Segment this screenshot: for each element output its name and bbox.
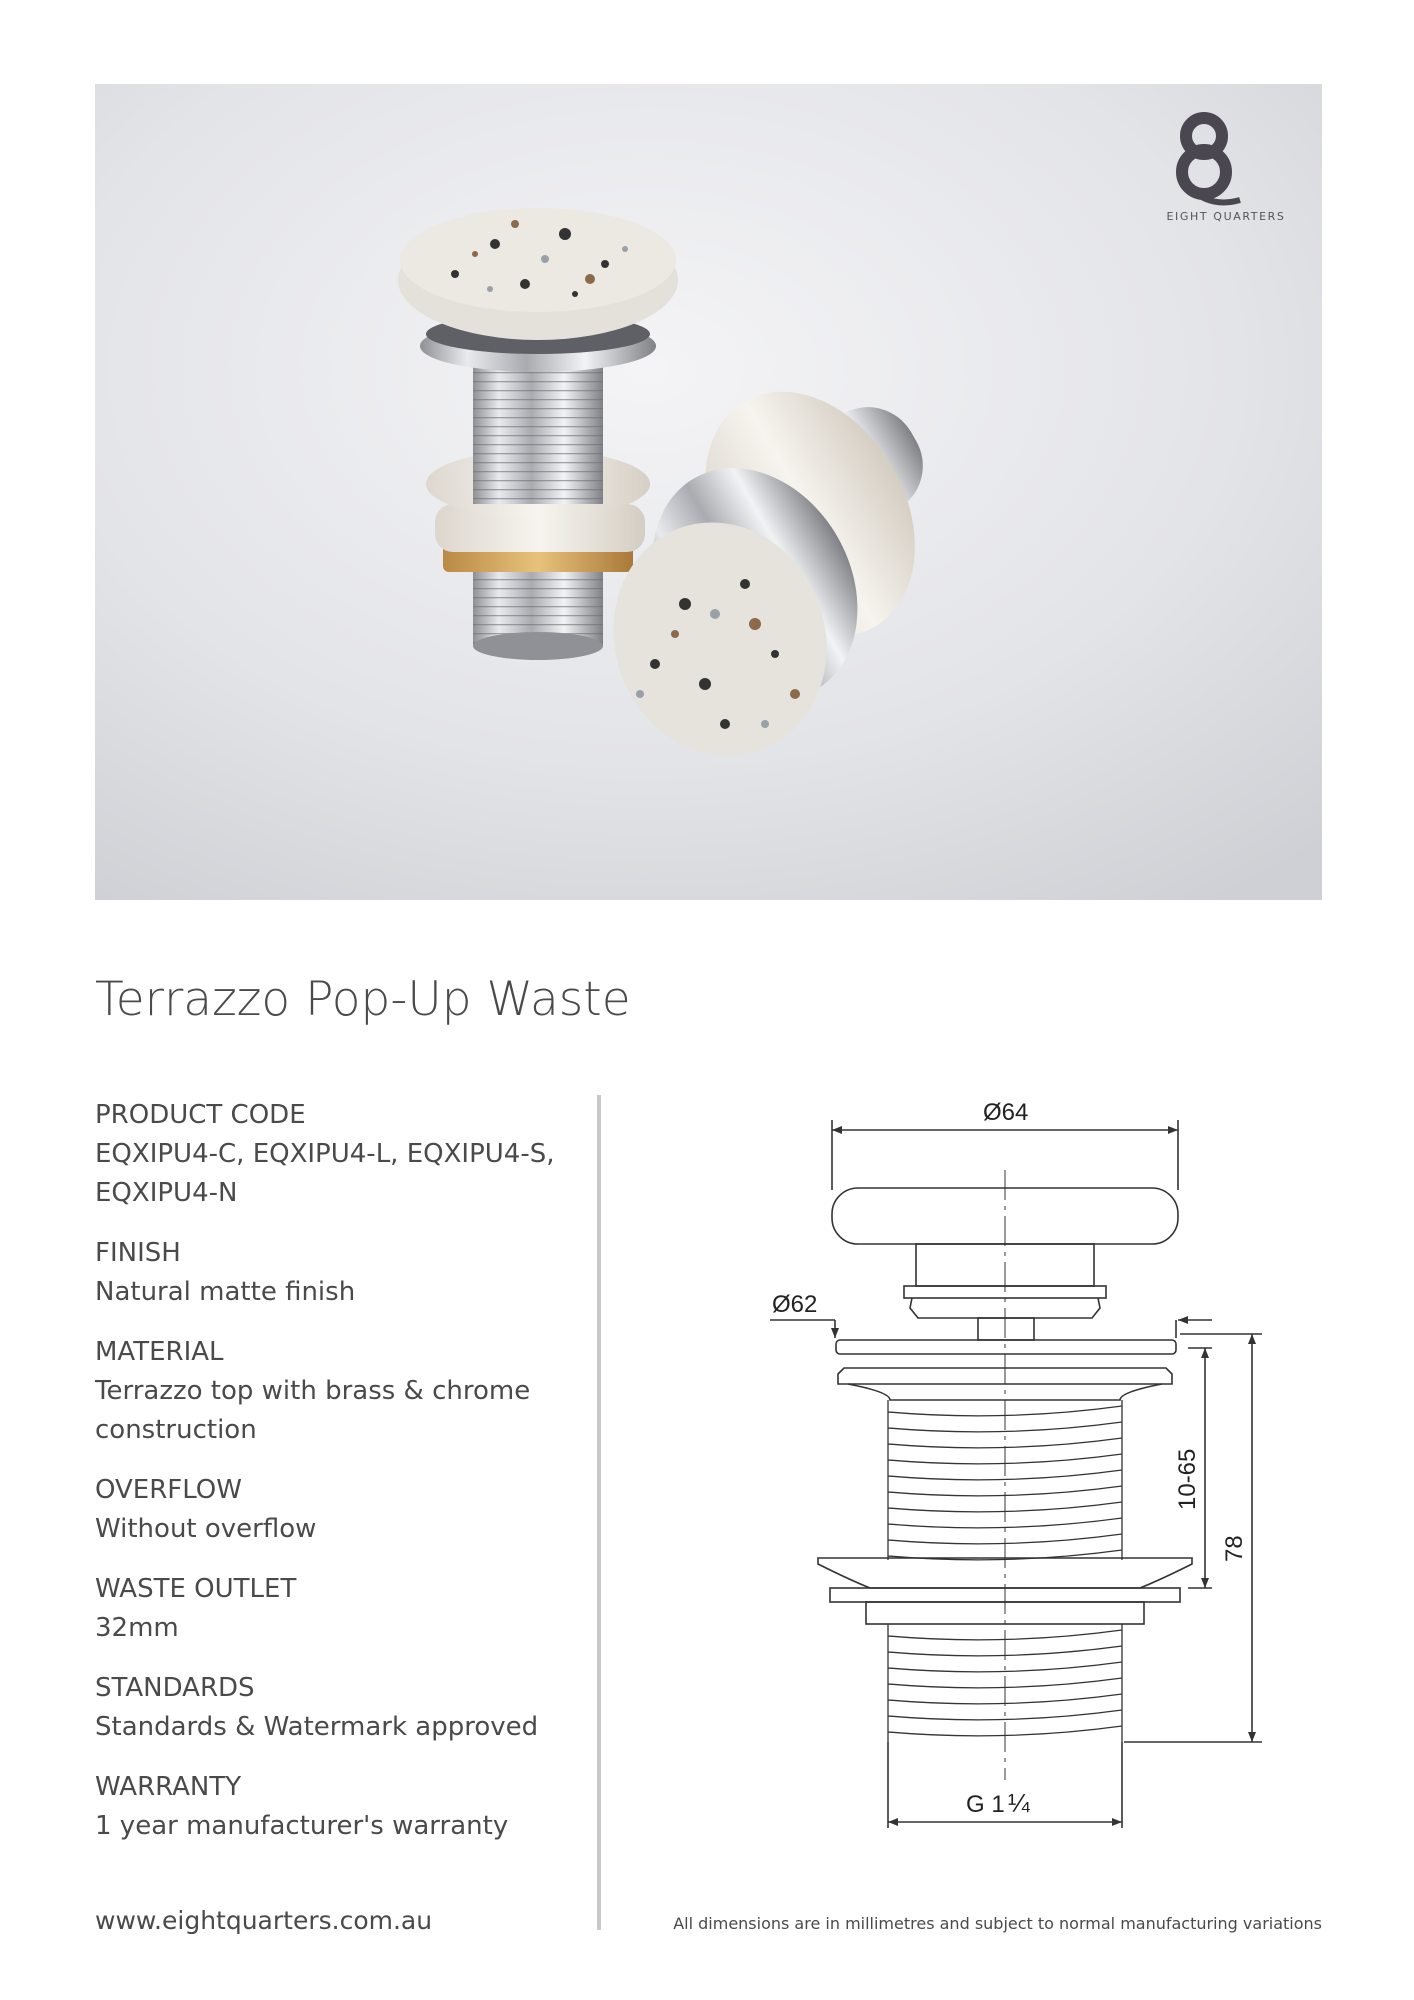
spec-label: OVERFLOW [95,1475,242,1505]
spec-value: Natural matte finish [95,1277,356,1307]
spec-list [95,1096,575,1867]
spec-value: 32mm [95,1613,179,1643]
column-divider [597,1095,601,1930]
dim-total-height: 78 [1221,1535,1248,1562]
spec-waste-outlet [95,1570,575,1648]
spec-value: Terrazzo top with brass & chrome construction [95,1376,531,1445]
spec-overflow [95,1471,575,1549]
dim-thread-fraction: ¼ [1008,1788,1030,1818]
product-photo [95,84,1322,900]
brand-logo [1162,112,1290,223]
dim-flange-diameter: Ø62 [772,1291,818,1318]
spec-warranty [95,1768,575,1846]
spec-material [95,1333,575,1450]
spec-value: Standards & Watermark approved [95,1712,539,1742]
spec-label: FINISH [95,1238,181,1268]
spec-value: 1 year manufacturer's warranty [95,1811,509,1841]
spec-value: EQXIPU4-C, EQXIPU4-L, EQXIPU4-S, EQXIPU4-N [95,1139,555,1208]
dim-thread: G 1 [966,1791,1005,1818]
spec-label: MATERIAL [95,1337,224,1367]
page-title: Terrazzo Pop-Up Waste [95,972,631,1027]
dim-adjust-range: 10-65 [1174,1448,1201,1510]
spec-standards [95,1669,575,1747]
spec-value: Without overflow [95,1514,317,1544]
brand-name: EIGHT QUARTERS [1166,210,1286,223]
technical-drawing [740,1080,1300,1840]
spec-finish [95,1234,575,1312]
eq-monogram-icon [1162,112,1246,208]
spec-label: PRODUCT CODE [95,1100,306,1130]
spec-label: WARRANTY [95,1772,242,1802]
spec-label: STANDARDS [95,1673,255,1703]
dimensions-footnote: All dimensions are in millimetres and subject to normal manufacturing variations [673,1914,1322,1933]
spec-label: WASTE OUTLET [95,1574,297,1604]
spec-product-code [95,1096,575,1213]
dim-top-diameter: Ø64 [983,1099,1029,1126]
website-link[interactable]: www.eightquarters.com.au [95,1906,433,1935]
